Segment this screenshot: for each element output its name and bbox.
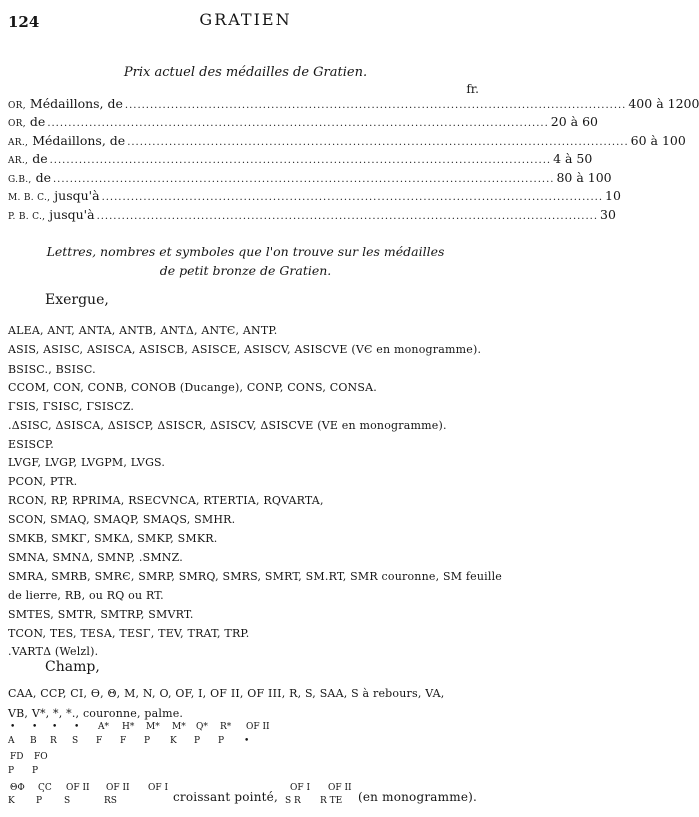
fraction-row1-top: Q* xyxy=(196,722,208,732)
fraction-row1-bottom: S xyxy=(72,736,79,746)
champ-heading: Champ, xyxy=(45,659,100,675)
price-desc: de xyxy=(32,151,48,166)
fraction-row1-bottom: P xyxy=(194,736,201,746)
exergue-line: ALEA, ANT, ANTA, ANTB, ANTΔ, ANTЄ, ANTP. xyxy=(8,324,278,337)
exergue-line: SMRA, SMRB, SMRЄ, SMRP, SMRQ, SMRS, SMRT, SM.RT, SMR couronne, SM feuille xyxy=(8,570,502,583)
page-number: 124 xyxy=(8,13,40,31)
fraction-row1-top: • xyxy=(10,722,16,732)
exergue-line: SMNA, SMNΔ, SMNP, .SMNZ. xyxy=(8,551,183,564)
fraction-row1-top: OF II xyxy=(246,722,270,732)
price-row xyxy=(8,207,616,225)
price-value: 20 à 60 xyxy=(550,114,598,129)
exergue-line: .ΔSISC, ΔSISCA, ΔSISCP, ΔSISCR, ΔSISCV, ΔSISCVE (VE en monogramme). xyxy=(8,419,447,432)
leader-dots: ........................................................................................................................ xyxy=(52,174,555,185)
fraction-row1-top: R* xyxy=(220,722,232,732)
fraction-row1-bottom: R xyxy=(50,736,57,746)
fraction-row1-bottom: F xyxy=(96,736,103,746)
fraction-row1-bottom: P xyxy=(218,736,225,746)
price-value: 80 à 100 xyxy=(556,170,612,185)
price-value: 400 à 1200 xyxy=(628,96,699,111)
fraction-row1-bottom: A xyxy=(8,736,15,746)
leader-dots: ........................................................................................................................ xyxy=(127,137,629,148)
fraction-row3-top: ϚC xyxy=(38,783,52,793)
letters-section-title-line2: de petit bronze de Gratien. xyxy=(159,263,332,278)
fraction-row3-top: OF II xyxy=(106,783,130,793)
price-metal: M. B. C., xyxy=(8,193,51,203)
exergue-line: de lierre, RB, ou RQ ou RT. xyxy=(8,589,164,602)
fraction-row3-bottom: S xyxy=(64,796,71,806)
fraction-row1-bottom: • xyxy=(244,736,250,746)
exergue-line: ΓSIS, ΓSISC, ΓSISCZ. xyxy=(8,400,135,413)
champ-line-1: CAA, CCP, CI, ϴ, Θ, M, N, O, OF, I, OF II, OF III, R, S, SAA, S à rebours, VA, xyxy=(8,687,445,700)
price-desc: de xyxy=(35,170,51,185)
fraction-row3-bottom: RS xyxy=(104,796,117,806)
exergue-line: TCON, TES, TESA, TESΓ, TEV, TRAT, TRP. xyxy=(8,627,250,640)
price-metal: AR., xyxy=(8,156,29,166)
champ-tail-frac2-top: OF II xyxy=(328,783,352,793)
price-desc: Médaillons, de xyxy=(29,96,123,111)
fraction-row1-bottom: F xyxy=(120,736,127,746)
fraction-row3-top: OF I xyxy=(148,783,169,793)
price-row xyxy=(8,151,593,169)
exergue-line: SMTES, SMTR, SMTRP, SMVRT. xyxy=(8,608,194,621)
fraction-row1-bottom: B xyxy=(30,736,37,746)
price-row xyxy=(8,114,598,132)
leader-dots: ........................................................................................................................ xyxy=(49,155,552,166)
fraction-row1-top: A* xyxy=(98,722,109,732)
fraction-row1-top: • xyxy=(52,722,58,732)
price-unit: fr. xyxy=(466,82,479,96)
champ-tail-end: (en monogramme). xyxy=(358,790,478,804)
champ-tail-frac2-bottom: R TE xyxy=(320,796,343,806)
fraction-row2-bottom: P xyxy=(32,766,39,776)
price-desc: jusqu'à xyxy=(49,207,95,222)
leader-dots: ........................................................................................................................ xyxy=(47,118,549,129)
exergue-line: ESISCP. xyxy=(8,438,54,451)
fraction-row1-bottom: K xyxy=(170,736,177,746)
exergue-line: PCON, PTR. xyxy=(8,475,78,488)
fraction-row1-top: • xyxy=(32,722,38,732)
price-value: 60 à 100 xyxy=(630,133,686,148)
leader-dots: ........................................................................................................................ xyxy=(96,211,599,222)
price-value: 10 xyxy=(605,188,621,203)
price-value: 30 xyxy=(600,207,616,222)
leader-dots: ........................................................................................................................ xyxy=(124,100,627,111)
fraction-row1-top: • xyxy=(74,722,80,732)
price-row xyxy=(8,133,686,151)
running-title: GRATIEN xyxy=(199,10,292,29)
price-metal: OR, xyxy=(8,101,26,111)
fraction-row3-bottom: K xyxy=(8,796,15,806)
price-section-title: Prix actuel des médailles de Gratien. xyxy=(123,65,368,80)
fraction-row2-top: FD xyxy=(10,752,24,762)
champ-tail-frac1-bottom: S R xyxy=(285,796,301,806)
price-metal: G.B., xyxy=(8,175,32,185)
exergue-line: SMKB, SMKΓ, SMKΔ, SMKP, SMKR. xyxy=(8,532,218,545)
exergue-heading: Exergue, xyxy=(45,292,109,308)
price-row xyxy=(8,96,699,114)
fraction-row1-top: H* xyxy=(122,722,135,732)
price-metal: P. B. C., xyxy=(8,212,46,222)
fraction-row1-top: M* xyxy=(172,722,186,732)
price-desc: Médaillons, de xyxy=(32,133,126,148)
exergue-line: SCON, SMAQ, SMAQP, SMAQS, SMHR. xyxy=(8,513,236,526)
price-desc: jusqu'à xyxy=(54,188,100,203)
leader-dots: ........................................................................................................................ xyxy=(101,192,604,203)
fraction-row1-top: M* xyxy=(146,722,160,732)
exergue-line: RCON, RP, RPRIMA, RSECVNCA, RTERTIA, RQVARTA, xyxy=(8,494,324,507)
champ-tail-frac1-top: OF I xyxy=(290,783,311,793)
champ-line-2: VB, V*, *, *., couronne, palme. xyxy=(8,707,184,720)
fraction-row2-top: FO xyxy=(34,752,48,762)
fraction-row2-bottom: P xyxy=(8,766,15,776)
fraction-row3-top: ΘΦ xyxy=(10,783,25,793)
exergue-line: .VARTΔ (Welzl). xyxy=(8,645,99,658)
champ-tail-text: croissant pointé, xyxy=(173,790,278,804)
fraction-row3-bottom: P xyxy=(36,796,43,806)
letters-section-title-line1: Lettres, nombres et symboles que l'on trouve sur les médailles xyxy=(46,244,445,259)
fraction-row3-top: OF II xyxy=(66,783,90,793)
exergue-line: ASIS, ASISC, ASISCA, ASISCB, ASISCE, ASISCV, ASISCVE (VЄ en monogramme). xyxy=(8,343,482,356)
exergue-line: LVGF, LVGP, LVGPM, LVGS. xyxy=(8,456,166,469)
exergue-line: BSISC., BSISC. xyxy=(8,363,96,376)
price-row xyxy=(8,188,621,206)
price-metal: AR., xyxy=(8,138,29,148)
price-row xyxy=(8,170,612,188)
price-metal: OR, xyxy=(8,119,26,129)
price-desc: de xyxy=(29,114,46,129)
price-value: 4 à 50 xyxy=(553,151,593,166)
fraction-row1-bottom: P xyxy=(144,736,151,746)
exergue-line: CCOM, CON, CONB, CONOB (Ducange), CONP, CONS, CONSA. xyxy=(8,381,377,394)
